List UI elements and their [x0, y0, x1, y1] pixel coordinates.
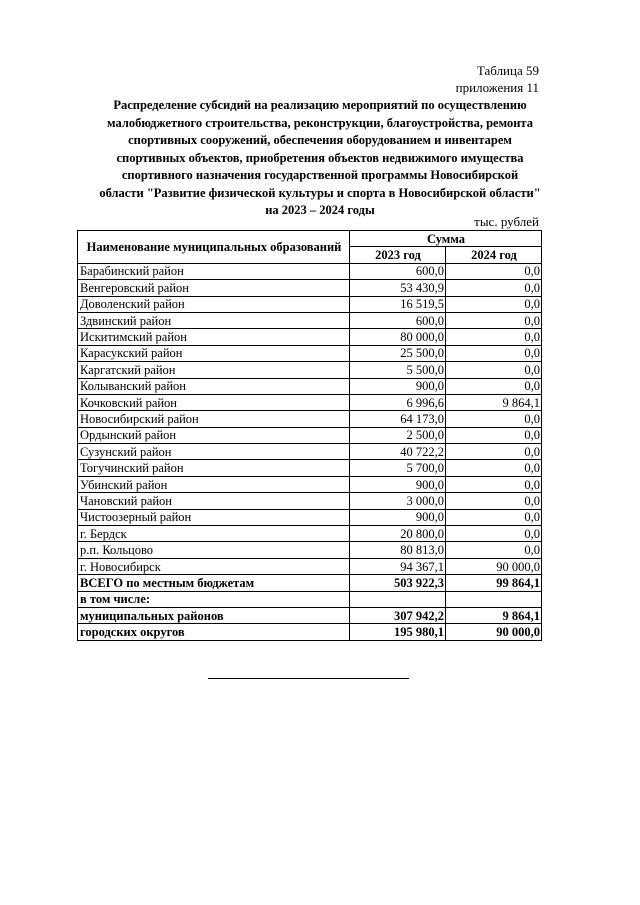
cell-2024: 0,0 [446, 312, 542, 328]
table-row [78, 575, 542, 591]
cell-2023: 307 942,2 [350, 607, 446, 623]
cell-2024: 9 864,1 [446, 394, 542, 410]
appendix-number: приложения 11 [455, 80, 539, 95]
cell-2023: 16 519,5 [350, 296, 446, 312]
cell-2023: 80 813,0 [350, 542, 446, 558]
cell-municipality: Тогучинский район [78, 460, 350, 476]
cell-municipality: Здвинский район [78, 312, 350, 328]
cell-2023: 94 367,1 [350, 558, 446, 574]
cell-municipality: Сузунский район [78, 444, 350, 460]
cell-2023: 3 000,0 [350, 493, 446, 509]
column-header-2023: 2023 год [350, 247, 446, 263]
cell-2024: 0,0 [446, 460, 542, 476]
table-body [78, 263, 542, 640]
cell-2024: 0,0 [446, 411, 542, 427]
table-row [78, 444, 542, 460]
table-row [78, 591, 542, 607]
cell-2024: 0,0 [446, 329, 542, 345]
cell-municipality: Ордынский район [78, 427, 350, 443]
table-row [78, 329, 542, 345]
cell-2024: 0,0 [446, 542, 542, 558]
cell-municipality: Барабинский район [78, 263, 350, 279]
cell-municipality: городских округов [78, 624, 350, 640]
column-header-2024: 2024 год [446, 247, 542, 263]
table-reference [456, 62, 539, 96]
title-line: Распределение субсидий на реализацию мероприятий по осуществлению [113, 98, 527, 112]
table-row [78, 460, 542, 476]
table-row [78, 394, 542, 410]
cell-municipality: г. Бердск [78, 526, 350, 542]
cell-2024: 99 864,1 [446, 575, 542, 591]
cell-2023 [350, 591, 446, 607]
cell-2024: 0,0 [446, 427, 542, 443]
cell-2023: 5 500,0 [350, 362, 446, 378]
cell-municipality: Убинский район [78, 476, 350, 492]
cell-2024 [446, 591, 542, 607]
cell-2023: 900,0 [350, 378, 446, 394]
cell-2024: 9 864,1 [446, 607, 542, 623]
table-row [78, 411, 542, 427]
table-row [78, 542, 542, 558]
cell-2023: 64 173,0 [350, 411, 446, 427]
title-line: малобюджетного строительства, реконструкции, благоустройства, ремонта [107, 115, 533, 130]
cell-municipality: ВСЕГО по местным бюджетам [78, 575, 350, 591]
cell-municipality: в том числе: [78, 591, 350, 607]
table-row [78, 476, 542, 492]
table-row [78, 296, 542, 312]
cell-municipality: Кочковский район [78, 394, 350, 410]
cell-2023: 80 000,0 [350, 329, 446, 345]
title-line: на 2023 – 2024 годы [265, 203, 375, 217]
cell-municipality: Чистоозерный район [78, 509, 350, 525]
title-line: спортивного назначения государственной программы Новосибирской [121, 168, 519, 182]
cell-municipality: Новосибирский район [78, 411, 350, 427]
title-line: области "Развитие физической культуры и спорта в Новосибирской области" [99, 185, 541, 200]
table-row [78, 509, 542, 525]
cell-municipality: Венгеровский район [78, 280, 350, 296]
table-row [78, 362, 542, 378]
title-line: спортивных сооружений, обеспечения оборудованием и инвентарем [128, 133, 512, 147]
table-row [78, 607, 542, 623]
cell-municipality: г. Новосибирск [78, 558, 350, 574]
table-row [78, 558, 542, 574]
cell-municipality: р.п. Кольцово [78, 542, 350, 558]
title-line: спортивных объектов, приобретения объектов недвижимого имущества [116, 150, 524, 165]
column-header-name: Наименование муниципальных образований [78, 231, 350, 264]
cell-2024: 0,0 [446, 362, 542, 378]
cell-municipality: Карасукский район [78, 345, 350, 361]
cell-2024: 0,0 [446, 280, 542, 296]
cell-municipality: Чановский район [78, 493, 350, 509]
end-rule [208, 678, 409, 679]
subsidies-table [77, 230, 542, 641]
table-row [78, 263, 542, 279]
cell-municipality: Доволенский район [78, 296, 350, 312]
cell-2023: 5 700,0 [350, 460, 446, 476]
cell-2023: 900,0 [350, 476, 446, 492]
cell-municipality: Колыванский район [78, 378, 350, 394]
table-row [78, 378, 542, 394]
cell-2024: 0,0 [446, 444, 542, 460]
cell-2023: 40 722,2 [350, 444, 446, 460]
cell-2023: 503 922,3 [350, 575, 446, 591]
table-row [78, 345, 542, 361]
table-number: Таблица 59 [476, 63, 539, 78]
cell-2023: 53 430,9 [350, 280, 446, 296]
cell-2024: 0,0 [446, 509, 542, 525]
cell-2023: 600,0 [350, 263, 446, 279]
cell-2024: 0,0 [446, 345, 542, 361]
table-row [78, 493, 542, 509]
cell-2024: 0,0 [446, 263, 542, 279]
cell-2023: 195 980,1 [350, 624, 446, 640]
table-row [78, 526, 542, 542]
table-row [78, 280, 542, 296]
cell-2024: 0,0 [446, 378, 542, 394]
cell-2023: 900,0 [350, 509, 446, 525]
cell-2024: 90 000,0 [446, 624, 542, 640]
table-row [78, 624, 542, 640]
cell-municipality: Искитимский район [78, 329, 350, 345]
cell-2023: 20 800,0 [350, 526, 446, 542]
cell-2024: 0,0 [446, 526, 542, 542]
table-row [78, 312, 542, 328]
cell-2024: 90 000,0 [446, 558, 542, 574]
cell-2024: 0,0 [446, 476, 542, 492]
cell-2023: 600,0 [350, 312, 446, 328]
table-header-row [78, 231, 542, 247]
cell-2024: 0,0 [446, 296, 542, 312]
cell-municipality: муниципальных районов [78, 607, 350, 623]
cell-municipality: Каргатский район [78, 362, 350, 378]
column-header-sum: Сумма [350, 231, 542, 247]
table-row [78, 427, 542, 443]
cell-2023: 25 500,0 [350, 345, 446, 361]
cell-2023: 2 500,0 [350, 427, 446, 443]
cell-2023: 6 996,6 [350, 394, 446, 410]
units-label: тыс. рублей [474, 214, 539, 229]
document-title [80, 97, 560, 220]
cell-2024: 0,0 [446, 493, 542, 509]
